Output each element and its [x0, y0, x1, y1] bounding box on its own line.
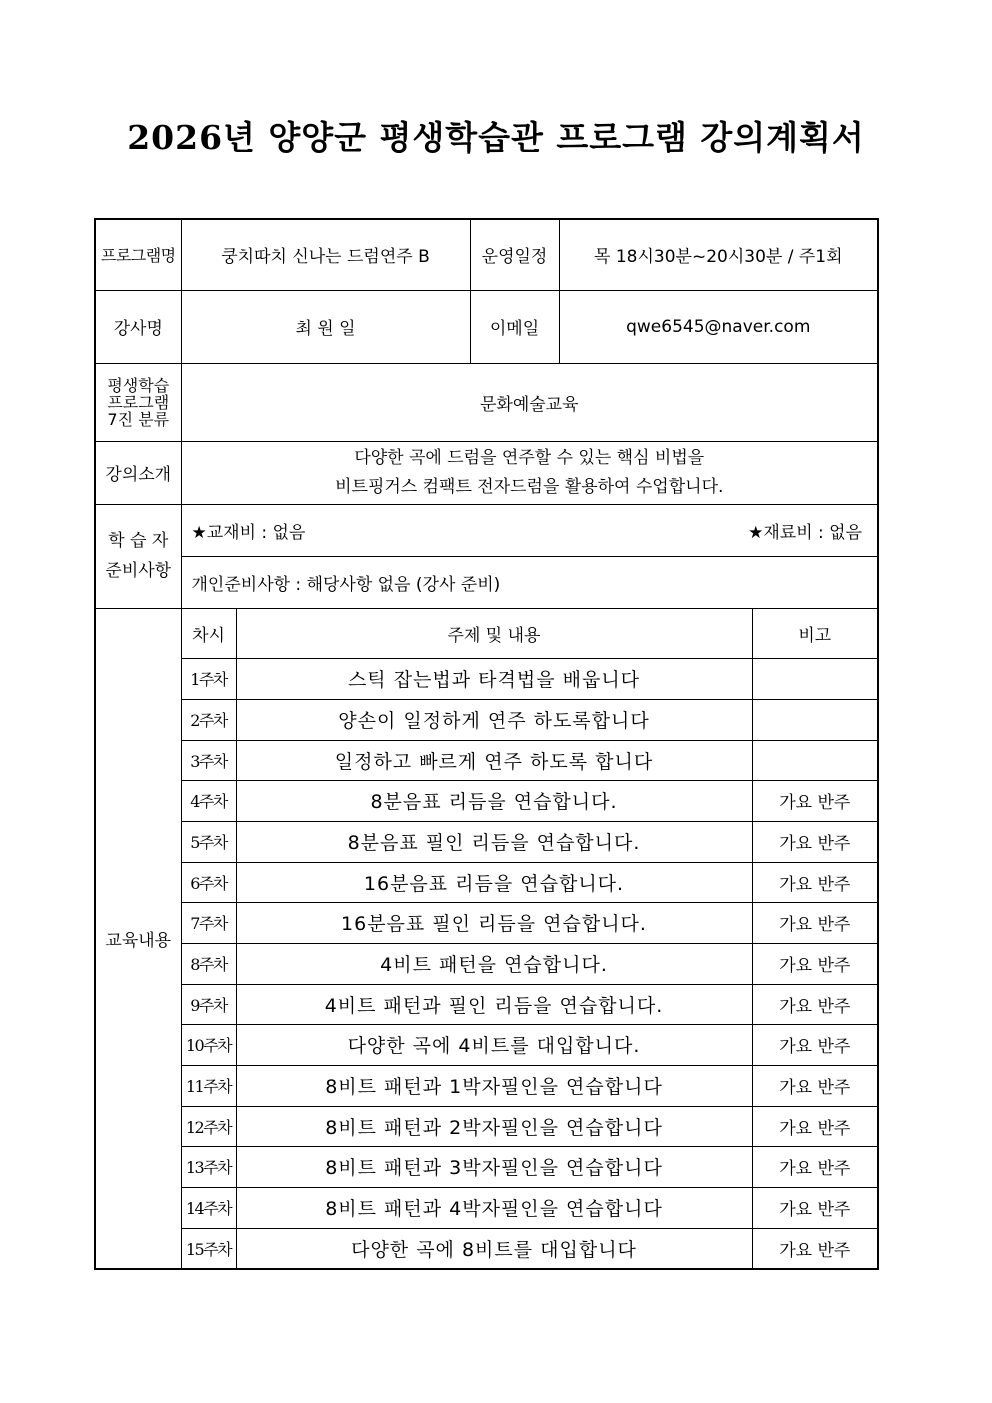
week-cell: 10주차 [181, 1024, 236, 1065]
prep-label-line2: 준비사항 [105, 561, 172, 581]
note-cell: 가요 반주 [752, 1024, 878, 1065]
program-row [95, 219, 878, 290]
schedule-value: 목 18시30분~20시30분 / 주1회 [559, 219, 878, 290]
personal-prep-row [95, 556, 878, 608]
note-cell: 가요 반주 [752, 1106, 878, 1146]
curriculum-row [95, 902, 878, 943]
note-cell: 가요 반주 [752, 1146, 878, 1187]
curriculum-row [95, 1106, 878, 1146]
category-value: 문화예술교육 [181, 363, 878, 441]
intro-line-1: 다양한 곡에 드럼을 연주할 수 있는 핵심 비법을 [354, 447, 705, 468]
topic-cell: 다양한 곡에 4비트를 대입합니다. [236, 1024, 752, 1065]
instructor-label: 강사명 [95, 290, 181, 363]
topic-cell: 8비트 패턴과 2박자필인을 연습합니다 [236, 1106, 752, 1146]
topic-cell: 4비트 패턴을 연습합니다. [236, 943, 752, 984]
note-cell: 가요 반주 [752, 1065, 878, 1106]
instructor-row [95, 290, 878, 363]
note-cell [752, 740, 878, 780]
curriculum-row [95, 1024, 878, 1065]
fees-row [95, 504, 878, 556]
curriculum-row [95, 943, 878, 984]
note-cell [752, 699, 878, 740]
note-cell: 가요 반주 [752, 862, 878, 902]
curriculum-row [95, 1187, 878, 1228]
topic-cell: 다양한 곡에 8비트를 대입합니다 [236, 1228, 752, 1269]
note-cell: 가요 반주 [752, 984, 878, 1024]
week-cell: 12주차 [181, 1106, 236, 1146]
topic-cell: 16분음표 리듬을 연습합니다. [236, 862, 752, 902]
intro-row [95, 441, 878, 504]
topic-header: 주제 및 내용 [236, 608, 752, 658]
week-cell: 3주차 [181, 740, 236, 780]
week-cell: 15주차 [181, 1228, 236, 1269]
curriculum-row [95, 1065, 878, 1106]
intro-text [181, 441, 878, 504]
note-cell: 가요 반주 [752, 780, 878, 821]
curriculum-row [95, 862, 878, 902]
curriculum-row [95, 699, 878, 740]
week-cell: 1주차 [181, 658, 236, 699]
lecture-plan-table [94, 218, 879, 1270]
week-cell: 2주차 [181, 699, 236, 740]
textbook-fee: ★교재비 : 없음 [191, 522, 306, 543]
material-fee: ★재료비 : 없음 [748, 522, 863, 543]
email-value: qwe6545@naver.com [559, 290, 878, 363]
instructor-value: 최 원 일 [181, 290, 470, 363]
note-header: 비고 [752, 608, 878, 658]
category-label-line1: 평생학습 [107, 375, 170, 395]
fees-cell [181, 504, 878, 556]
topic-cell: 스틱 잡는법과 타격법을 배웁니다 [236, 658, 752, 699]
schedule-label: 운영일정 [470, 219, 559, 290]
category-row [95, 363, 878, 441]
curriculum-row [95, 821, 878, 862]
note-cell: 가요 반주 [752, 821, 878, 862]
topic-cell: 16분음표 필인 리듬을 연습합니다. [236, 902, 752, 943]
week-cell: 14주차 [181, 1187, 236, 1228]
week-cell: 11주차 [181, 1065, 236, 1106]
week-cell: 5주차 [181, 821, 236, 862]
email-label: 이메일 [470, 290, 559, 363]
topic-cell: 양손이 일정하게 연주 하도록합니다 [236, 699, 752, 740]
prep-label [95, 504, 181, 608]
program-value: 쿵치따치 신나는 드럼연주 B [181, 219, 470, 290]
intro-label: 강의소개 [95, 441, 181, 504]
curriculum-row [95, 658, 878, 699]
topic-cell: 8분음표 필인 리듬을 연습합니다. [236, 821, 752, 862]
category-label-line3: 7진 분류 [107, 409, 170, 429]
curriculum-row [95, 1228, 878, 1269]
category-label [95, 363, 181, 441]
topic-cell: 8분음표 리듬을 연습합니다. [236, 780, 752, 821]
week-cell: 9주차 [181, 984, 236, 1024]
note-cell: 가요 반주 [752, 1187, 878, 1228]
session-header: 차시 [181, 608, 236, 658]
week-cell: 4주차 [181, 780, 236, 821]
curriculum-row [95, 1146, 878, 1187]
week-cell: 8주차 [181, 943, 236, 984]
topic-cell: 8비트 패턴과 3박자필인을 연습합니다 [236, 1146, 752, 1187]
week-cell: 7주차 [181, 902, 236, 943]
program-label: 프로그램명 [95, 219, 181, 290]
note-cell: 가요 반주 [752, 1228, 878, 1269]
curriculum-label: 교육내용 [95, 608, 181, 1269]
topic-cell: 8비트 패턴과 1박자필인을 연습합니다 [236, 1065, 752, 1106]
curriculum-row [95, 780, 878, 821]
week-cell: 6주차 [181, 862, 236, 902]
intro-line-2: 비트핑거스 컴팩트 전자드럼을 활용하여 수업합니다. [335, 476, 724, 497]
note-cell: 가요 반주 [752, 902, 878, 943]
note-cell [752, 658, 878, 699]
topic-cell: 4비트 패턴과 필인 리듬을 연습합니다. [236, 984, 752, 1024]
category-label-line2: 프로그램 [107, 392, 170, 412]
page-title: 2026년 양양군 평생학습관 프로그램 강의계획서 [127, 118, 865, 157]
prep-label-line1: 학 습 자 [108, 531, 169, 551]
note-cell: 가요 반주 [752, 943, 878, 984]
curriculum-header-row [95, 608, 878, 658]
topic-cell: 8비트 패턴과 4박자필인을 연습합니다 [236, 1187, 752, 1228]
personal-prep: 개인준비사항 : 해당사항 없음 (강사 준비) [181, 556, 878, 608]
topic-cell: 일정하고 빠르게 연주 하도록 합니다 [236, 740, 752, 780]
week-cell: 13주차 [181, 1146, 236, 1187]
curriculum-row [95, 740, 878, 780]
curriculum-row [95, 984, 878, 1024]
